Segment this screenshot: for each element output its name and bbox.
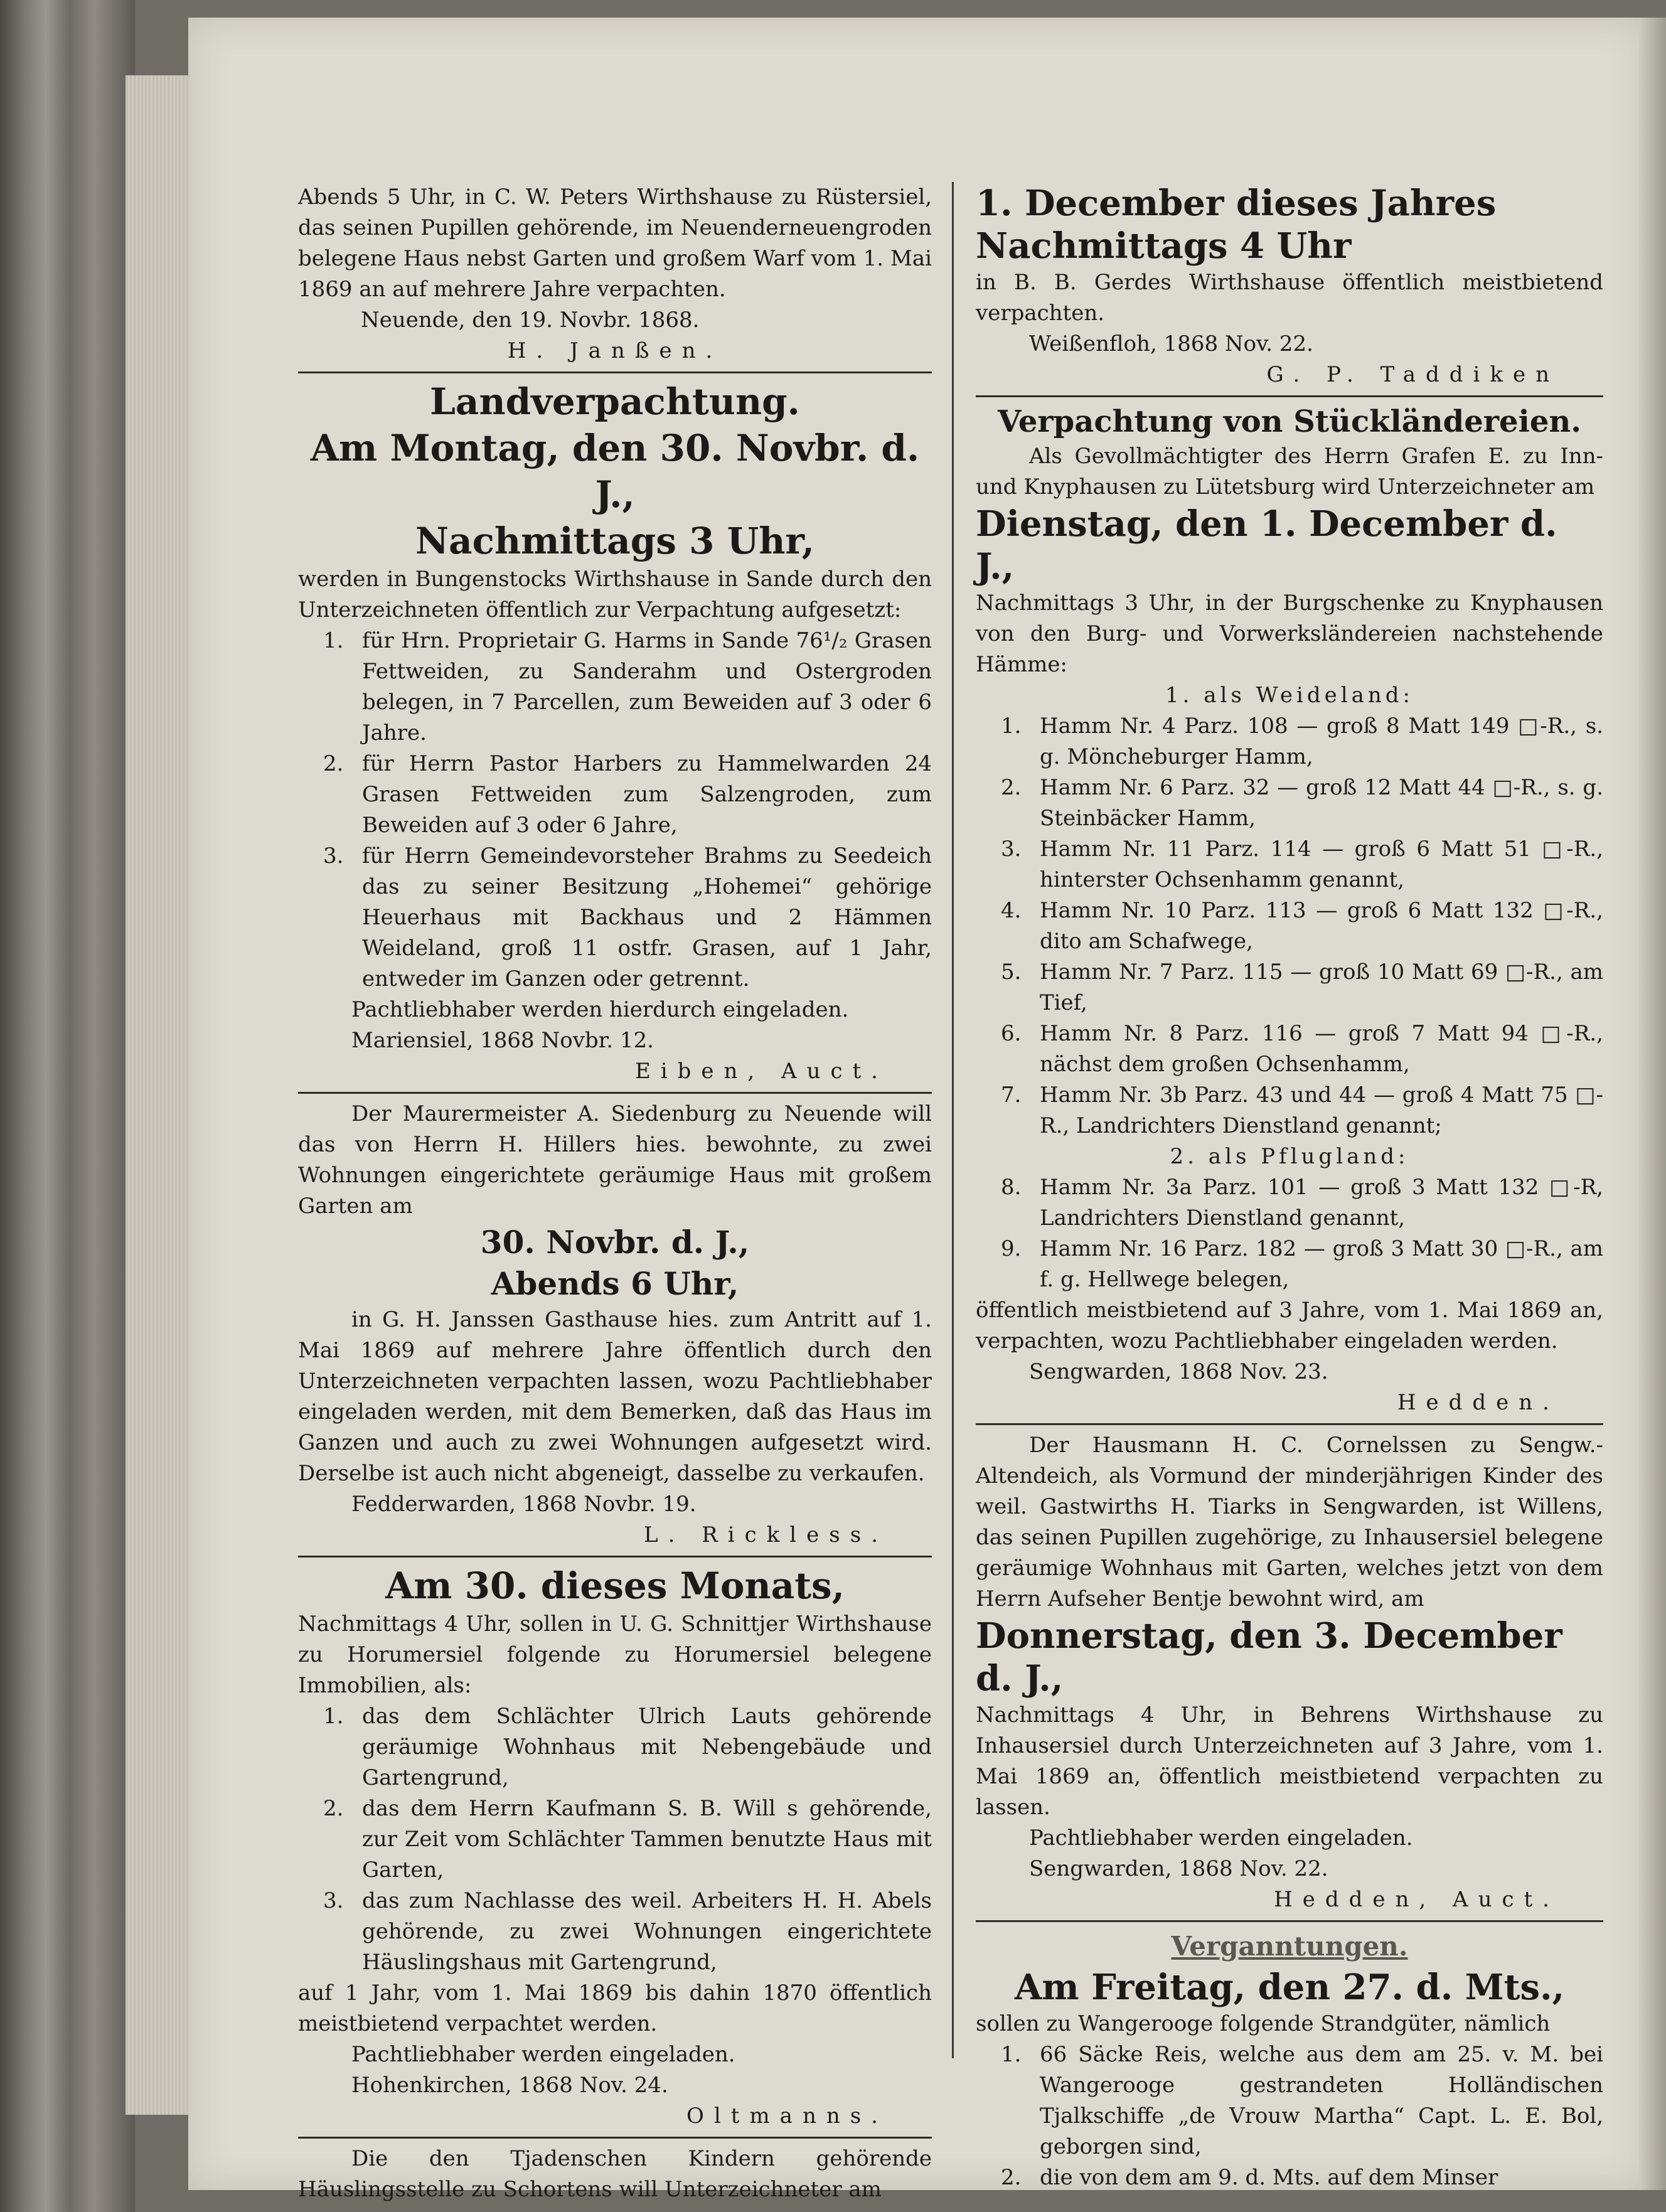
list-item: 4. Hamm Nr. 10 Parz. 113 — groß 6 Matt 132 □-R., dito am Schafwege,: [1001, 898, 1603, 954]
notice-invite: Pachtliebhaber werden eingeladen.: [351, 2042, 735, 2067]
notice-date-line: Donnerstag, den 3. December d. J.,: [976, 1615, 1562, 1699]
page-right-edge: [1639, 18, 1666, 2190]
notice-date-line: Am Montag, den 30. Novbr. d. J.,: [310, 427, 920, 516]
notice-text: auf 1 Jahr, vom 1. Mai 1869 bis dahin 1870 öffentlich meistbietend verpachtet werden.: [298, 1980, 932, 2036]
notice-heading: 1. December dieses Jahres Nachmittags 4 Uhr: [976, 183, 1497, 267]
continued-notice-signature: H. Janßen.: [507, 338, 723, 363]
notice-date-line: 30. Novbr. d. J.,: [480, 1224, 750, 1261]
notice-text: öffentlich meistbietend auf 3 Jahre, vom 1. Mai 1869 an, verpachten, wozu Pachtliebhaber eingeladen werden.: [976, 1298, 1603, 1354]
notice-text: Der Hausmann H. C. Cornelssen zu Sengw.-Altendeich, als Vormund der minderjährigen Kinder des weil. Gastwirths H. Tiarks in Sengwarden, ist Willens, das seinen Pupillen zugehörige, zu Inhausersiel belegene geräumige Wohnhaus mit Garten, welches jetzt von dem Herrn Aufseher Bentje bewohnt wird, am: [976, 1433, 1603, 1611]
divider: [298, 371, 932, 373]
divider: [298, 1092, 932, 1094]
notice-place: Sengwarden, 1868 Nov. 22.: [1029, 1856, 1328, 1881]
notice-heading: Am 30. dieses Monats,: [385, 1564, 845, 1607]
notice-heading: Am Freitag, den 27. d. Mts.,: [1014, 1967, 1565, 2008]
notice-list: [298, 1701, 932, 1978]
notice-list: [976, 1172, 1603, 1295]
left-column: [298, 182, 932, 2205]
notice-text: Nachmittags 4 Uhr, in Behrens Wirthshause zu Inhausersiel durch Unterzeichneten auf 3 Jahre, vom 1. Mai 1869 an, öffentlich meistbietend verpachten zu lassen.: [976, 1702, 1603, 1820]
list-item: 2. das dem Herrn Kaufmann S. B. Will s gehörende, zur Zeit vom Schlächter Tammen benutzte Haus mit Garten,: [323, 1796, 932, 1883]
notice-place: Mariensiel, 1868 Novbr. 12.: [351, 1028, 654, 1053]
notice-date-line: Dienstag, den 1. December d. J.,: [976, 503, 1557, 587]
list-item: 5. Hamm Nr. 7 Parz. 115 — groß 10 Matt 69 □-R., am Tief,: [1001, 959, 1603, 1015]
notice-heading: Verpachtung von Stückländereien.: [998, 404, 1581, 439]
notice-invite: Pachtliebhaber werden hierdurch eingeladen.: [351, 997, 849, 1022]
list-item: 8. Hamm Nr. 3a Parz. 101 — groß 3 Matt 132 □-R, Landrichters Dienstland genannt,: [1001, 1175, 1603, 1231]
divider: [976, 1423, 1603, 1425]
notice-text: Der Maurermeister A. Siedenburg zu Neuende will das von Herrn H. Hillers hies. bewohnte, zu zwei Wohnungen eingerichtete geräumige Haus mit großem Garten am: [298, 1101, 932, 1219]
right-column: [976, 182, 1603, 2193]
book-binding: [0, 0, 135, 2212]
notice-place: Weißenfloh, 1868 Nov. 22.: [1029, 331, 1313, 356]
notice-signature: G. P. Taddiken: [1266, 362, 1559, 387]
list-item: 7. Hamm Nr. 3b Parz. 43 und 44 — groß 4 Matt 75 □-R., Landrichters Dienstland genannt;: [1001, 1082, 1603, 1138]
list-item: 2. für Herrn Pastor Harbers zu Hammelwarden 24 Grasen Fettweiden zum Salzengroden, zum Beweiden auf 3 oder 6 Jahre,: [323, 751, 932, 838]
notice-text: in B. B. Gerdes Wirthshause öffentlich meistbietend verpachten.: [976, 270, 1603, 326]
list-item: 9. Hamm Nr. 16 Parz. 182 — groß 3 Matt 30 □-R., am f. g. Hellwege belegen,: [1001, 1236, 1603, 1292]
continued-notice-text: Abends 5 Uhr, in C. W. Peters Wirthshause zu Rüstersiel, das seinen Pupillen gehörende, im Neuenderneuengroden belegene Haus nebst Garten und großem Warf vom 1. Mai 1869 an auf mehrere Jahre verpachten.: [298, 184, 932, 302]
list-item: 6. Hamm Nr. 8 Parz. 116 — groß 7 Matt 94 □-R., nächst dem großen Ochsenhamm,: [1001, 1021, 1603, 1077]
notice-text: in G. H. Janssen Gasthause hies. zum Antritt auf 1. Mai 1869 auf mehrere Jahre öffentlich durch den Unterzeichneten verpachten lassen, wozu Pachtliebhaber eingeladen werden, mit dem Bemerken, daß das Haus im Ganzen und auch zu zwei Wohnungen aufgesetzt wird. Derselbe ist auch nicht abgeneigt, dasselbe zu verkaufen.: [298, 1307, 932, 1486]
notice-place: Sengwarden, 1868 Nov. 23.: [1029, 1359, 1328, 1384]
list-item: 1. Hamm Nr. 4 Parz. 108 — groß 8 Matt 149 □-R., s. g. Möncheburger Hamm,: [1001, 713, 1603, 769]
notice-text: Nachmittags 3 Uhr, in der Burgschenke zu Knyphausen von den Burg- und Vorwerksländereien nachstehende Hämme:: [976, 590, 1603, 677]
list-item: 1. 66 Säcke Reis, welche aus dem am 25. v. M. bei Wangerooge gestrandeten Holländischen Tjalkschiffe „de Vrouw Martha“ Capt. L. E. Bol, geborgen sind,: [1001, 2042, 1603, 2159]
list-item: 3. Hamm Nr. 11 Parz. 114 — groß 6 Matt 51 □-R., hinterster Ochsenhamm genannt,: [1001, 836, 1603, 892]
divider: [298, 2137, 932, 2139]
list-subheading: 2. als Pflugland:: [1170, 1144, 1409, 1169]
notice-list: [298, 626, 932, 995]
notice-time-line: Nachmittags 3 Uhr,: [415, 520, 814, 562]
notice-signature: Hedden.: [1397, 1390, 1559, 1415]
list-item: 3. das zum Nachlasse des weil. Arbeiters H. H. Abels gehörende, zu zwei Wohnungen eingerichtete Häuslingshaus mit Gartengrund,: [323, 1888, 932, 1975]
notice-intro: werden in Bungenstocks Wirthshause in Sande durch den Unterzeichneten öffentlich zur Verpachtung aufgesetzt:: [298, 567, 932, 622]
continued-notice-place: Neuende, den 19. Novbr. 1868.: [361, 307, 700, 333]
page-edges: [125, 75, 196, 2115]
notice-signature: Oltmanns.: [686, 2103, 888, 2129]
notice-intro: sollen zu Wangerooge folgende Strandgüter, nämlich: [976, 2011, 1551, 2036]
notice-list: [976, 711, 1603, 1141]
notice-signature: Hedden, Auct.: [1274, 1887, 1559, 1912]
notice-place: Fedderwarden, 1868 Novbr. 19.: [351, 1492, 697, 1517]
divider: [976, 1920, 1603, 1922]
notice-heading: Landverpachtung.: [430, 380, 800, 423]
section-heading: Verganntungen.: [1171, 1931, 1408, 1962]
list-item: 3. für Herrn Gemeindevorsteher Brahms zu Seedeich das zu seiner Besitzung „Hohemei“ gehörige Heuerhaus mit Backhaus und 2 Hämmen Weideland, groß 11 ostfr. Grasen, auf 1 Jahr, entweder im Ganzen oder getrennt.: [323, 843, 932, 991]
list-subheading: 1. als Weideland:: [1165, 683, 1414, 708]
notice-signature: Eiben, Auct.: [634, 1059, 888, 1084]
notice-time-line: Abends 6 Uhr,: [491, 1265, 739, 1302]
notice-intro: Als Gevollmächtigter des Herrn Grafen E. zu Inn- und Knyphausen zu Lütetsburg wird Unterzeichneter am: [976, 444, 1603, 500]
notice-signature: L. Rickless.: [643, 1522, 888, 1547]
notice-place: Hohenkirchen, 1868 Nov. 24.: [351, 2073, 668, 2098]
list-item: 2. Hamm Nr. 6 Parz. 32 — groß 12 Matt 44 □-R., s. g. Steinbäcker Hamm,: [1001, 775, 1603, 831]
column-divider: [952, 182, 954, 2058]
notice-list: [976, 2039, 1603, 2193]
list-item: 1. für Hrn. Proprietair G. Harms in Sande 76¹/₂ Grasen Fettweiden, zu Sanderahm und Ostergroden belegen, in 7 Parcellen, zum Beweiden auf 3 oder 6 Jahre.: [323, 628, 932, 745]
list-item: 2. die von dem am 9. d. Mts. auf dem Minser: [1001, 2165, 1498, 2190]
divider: [976, 395, 1603, 397]
divider: [298, 1556, 932, 1557]
list-item: 1. das dem Schlächter Ulrich Lauts gehörende geräumige Wohnhaus mit Nebengebäude und Gartengrund,: [323, 1704, 932, 1790]
notice-intro: Nachmittags 4 Uhr, sollen in U. G. Schnittjer Wirthshause zu Horumersiel folgende zu Horumersiel belegene Immobilien, als:: [298, 1611, 932, 1698]
notice-text: Die den Tjadenschen Kindern gehörende Häuslingsstelle zu Schortens will Unterzeichneter am: [298, 2146, 932, 2202]
notice-invite: Pachtliebhaber werden eingeladen.: [1029, 1825, 1413, 1851]
